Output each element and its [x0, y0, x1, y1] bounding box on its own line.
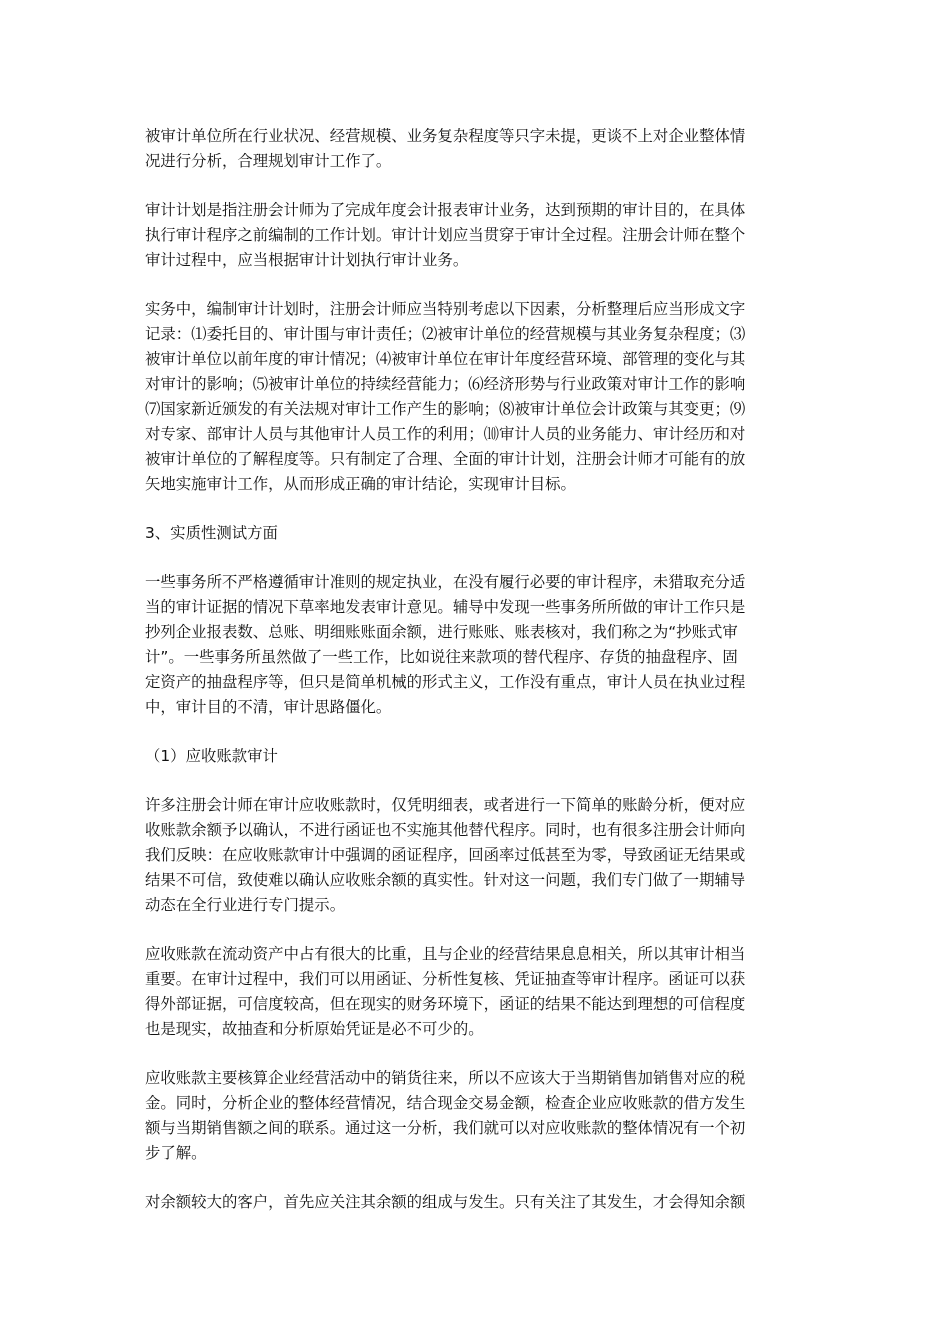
text-line: 被审计单位所在行业状况、经营规模、业务复杂程度等只字未提，更谈不上对企业整体情	[145, 127, 746, 145]
text-line: 一些事务所不严格遵循审计准则的规定执业，在没有履行必要的审计程序，未猎取充分适	[145, 573, 746, 591]
text-line: 应收账款主要核算企业经营活动中的销货往来，所以不应该大于当期销售加销售对应的税	[145, 1069, 746, 1087]
paragraph-receivables-importance	[145, 942, 807, 1042]
subheading-receivables-audit	[145, 744, 807, 769]
text-line: 应收账款在流动资产中占有很大的比重，且与企业的经营结果息息相关，所以其审计相当	[145, 945, 746, 963]
text-line: 审计计划是指注册会计师为了完成年度会计报表审计业务，达到预期的审计目的，在具体	[145, 201, 746, 219]
text-line: 矢地实施审计工作，从而形成正确的审计结论，实现审计目标。	[145, 475, 576, 493]
text-line: 记录：⑴委托目的、审计围与审计责任；⑵被审计单位的经营规模与其业务复杂程度；⑶	[145, 325, 746, 343]
text-line: 被审计单位以前年度的审计情况；⑷被审计单位在审计年度经营环境、部管理的变化与其	[145, 350, 746, 368]
text-line: 对专家、部审计人员与其他审计人员工作的利用；⑽审计人员的业务能力、审计经历和对	[145, 425, 746, 443]
text-line: 中，审计目的不清，审计思路僵化。	[145, 698, 392, 716]
text-line: 得外部证据，可信度较高，但在现实的财务环境下，函证的结果不能达到理想的可信程度	[145, 995, 746, 1013]
text-line: 收账款余额予以确认，不进行函证也不实施其他替代程序。同时，也有很多注册会计师向	[145, 821, 746, 839]
heading-line: 3、实质性测试方面	[145, 524, 278, 542]
document-body	[145, 124, 807, 1215]
paragraph-receivables-analysis	[145, 1066, 807, 1166]
text-line: 定资产的抽盘程序等，但只是简单机械的形式主义，工作没有重点，审计人员在执业过程	[145, 673, 746, 691]
text-line: 金。同时，分析企业的整体经营情况，结合现金交易金额，检查企业应收账款的借方发生	[145, 1094, 746, 1112]
paragraph-industry-analysis	[145, 124, 807, 174]
text-line: 被审计单位的了解程度等。只有制定了合理、全面的审计计划，注册会计师才可能有的放	[145, 450, 746, 468]
paragraph-substantive-testing	[145, 570, 807, 720]
text-line: 结果不可信，致使难以确认应收账余额的真实性。针对这一问题，我们专门做了一期辅导	[145, 871, 746, 889]
text-line: 也是现实，故抽查和分析原始凭证是必不可少的。	[145, 1020, 484, 1038]
paragraph-audit-plan-factors	[145, 297, 807, 497]
text-line: 我们反映：在应收账款审计中强调的函证程序，回函率过低甚至为零，导致函证无结果或	[145, 846, 746, 864]
paragraph-large-balance-clients	[145, 1190, 807, 1215]
text-line: 对审计的影响；⑸被审计单位的持续经营能力；⑹经济形势与行业政策对审计工作的影响	[145, 375, 746, 393]
text-line: 审计过程中，应当根据审计计划执行审计业务。	[145, 251, 469, 269]
paragraph-receivables-confirmation	[145, 793, 807, 918]
heading-line: （1）应收账款审计	[145, 747, 278, 765]
text-line: 抄列企业报表数、总账、明细账账面余额，进行账账、账表核对，我们称之为“抄账式审	[145, 623, 738, 641]
text-line: 执行审计程序之前编制的工作计划。审计计划应当贯穿于审计全过程。注册会计师在整个	[145, 226, 746, 244]
text-line: 动态在全行业进行专门提示。	[145, 896, 346, 914]
text-line: ⑺国家新近颁发的有关法规对审计工作产生的影响；⑻被审计单位会计政策与其变更；⑼	[145, 400, 746, 418]
text-line: 许多注册会计师在审计应收账款时，仅凭明细表，或者进行一下简单的账龄分析，便对应	[145, 796, 746, 814]
text-line: 况进行分析，合理规划审计工作了。	[145, 152, 392, 170]
paragraph-audit-plan-definition	[145, 198, 807, 273]
text-line: 对余额较大的客户，首先应关注其余额的组成与发生。只有关注了其发生，才会得知余额	[145, 1193, 746, 1211]
text-line: 重要。在审计过程中，我们可以用函证、分析性复核、凭证抽查等审计程序。函证可以获	[145, 970, 746, 988]
text-line: 步了解。	[145, 1144, 207, 1162]
text-line: 计”。一些事务所虽然做了一些工作，比如说往来款项的替代程序、存货的抽盘程序、固	[145, 648, 738, 666]
text-line: 实务中，编制审计计划时，注册会计师应当特别考虑以下因素，分析整理后应当形成文字	[145, 300, 746, 318]
text-line: 当的审计证据的情况下草率地发表审计意见。辅导中发现一些事务所所做的审计工作只是	[145, 598, 746, 616]
text-line: 额与当期销售额之间的联系。通过这一分析，我们就可以对应收账款的整体情况有一个初	[145, 1119, 746, 1137]
section-heading-substantive-testing	[145, 521, 807, 546]
